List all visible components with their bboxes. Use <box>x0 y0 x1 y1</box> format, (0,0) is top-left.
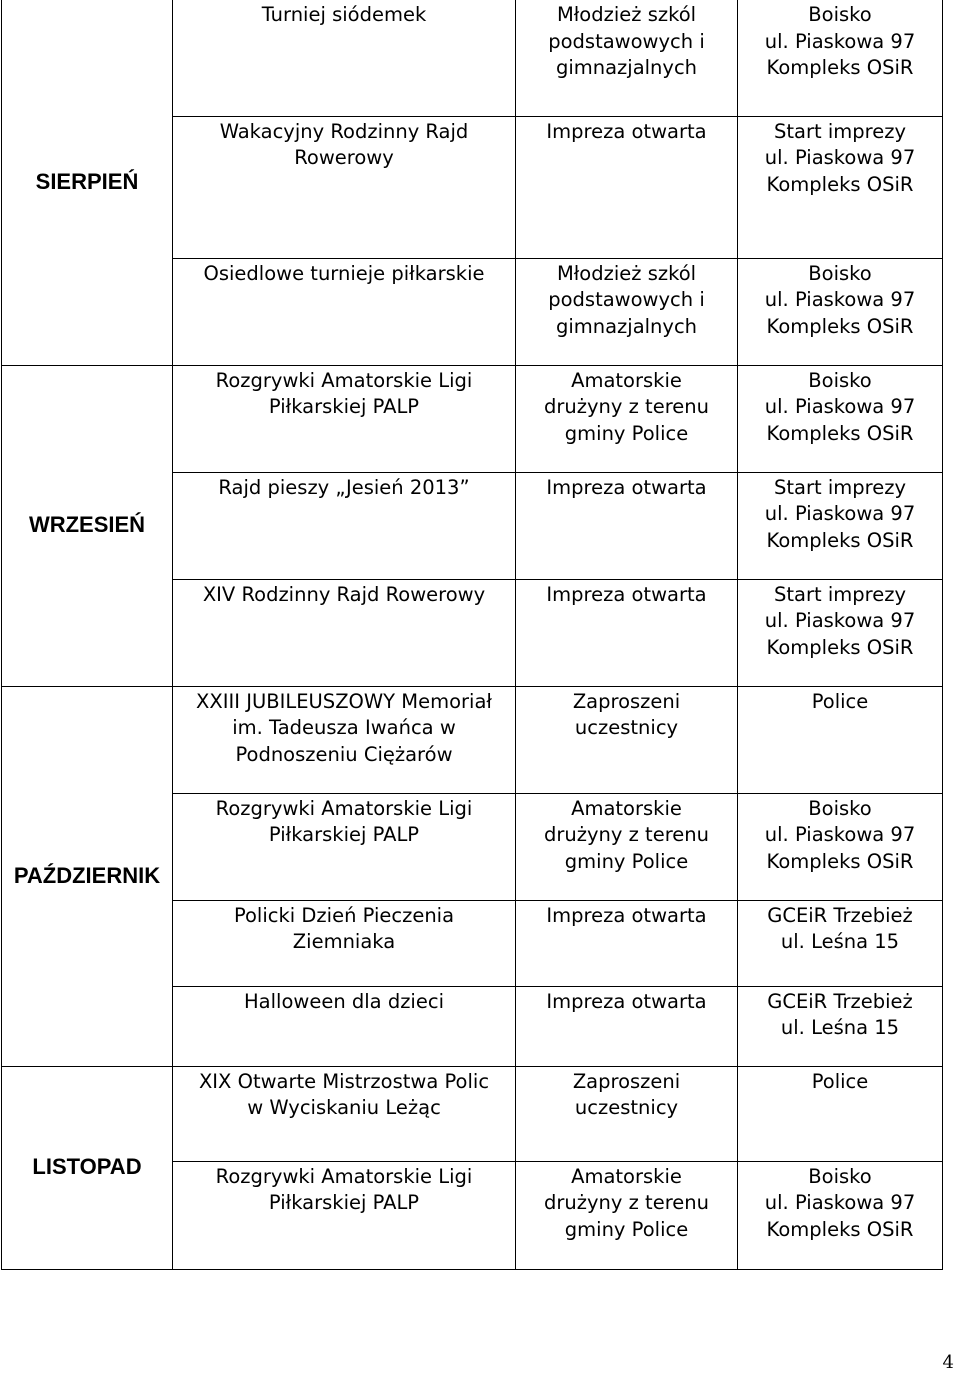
place-cell: GCEiR Trzebież ul. Leśna 15 <box>738 900 943 986</box>
place-cell: GCEiR Trzebież ul. Leśna 15 <box>738 986 943 1066</box>
month-label: WRZESIEŃ <box>28 512 146 538</box>
place-cell: Start imprezy ul. Piaskowa 97 Kompleks OSiR <box>738 579 943 686</box>
participants-cell: Młodzież szkól podstawowych i gimnazjalnych <box>516 0 738 116</box>
table-row <box>2 365 943 472</box>
place-cell: Boisko ul. Piaskowa 97 Kompleks OSiR <box>738 0 943 116</box>
event-cell: XIX Otwarte Mistrzostwa Polic w Wyciskaniu Leżąc <box>173 1066 516 1161</box>
participants-cell: Amatorskie drużyny z terenu gminy Police <box>516 793 738 900</box>
participants-cell: Impreza otwarta <box>516 579 738 686</box>
participants-cell: Amatorskie drużyny z terenu gminy Police <box>516 365 738 472</box>
table-row <box>2 0 943 116</box>
event-cell: Osiedlowe turnieje piłkarskie <box>173 258 516 365</box>
event-cell: XXIII JUBILEUSZOWY Memoriał im. Tadeusza Iwańca w Podnoszeniu Ciężarów <box>173 686 516 793</box>
event-cell: Halloween dla dzieci <box>173 986 516 1066</box>
place-cell: Boisko ul. Piaskowa 97 Kompleks OSiR <box>738 793 943 900</box>
table-row <box>2 1066 943 1161</box>
event-cell: Turniej siódemek <box>173 0 516 116</box>
participants-cell: Zaproszeni uczestnicy <box>516 686 738 793</box>
place-cell: Boisko ul. Piaskowa 97 Kompleks OSiR <box>738 1161 943 1269</box>
month-label: PAŹDZIERNIK <box>13 862 161 888</box>
place-cell: Start imprezy ul. Piaskowa 97 Kompleks OSiR <box>738 116 943 258</box>
event-cell: Wakacyjny Rodzinny Rajd Rowerowy <box>173 116 516 258</box>
month-label: LISTOPAD <box>32 1154 142 1180</box>
month-cell <box>2 365 173 686</box>
participants-cell: Impreza otwarta <box>516 472 738 579</box>
month-label: SIERPIEŃ <box>35 169 139 194</box>
place-cell: Police <box>738 1066 943 1161</box>
place-cell: Start imprezy ul. Piaskowa 97 Kompleks OSiR <box>738 472 943 579</box>
event-cell: XIV Rodzinny Rajd Rowerowy <box>173 579 516 686</box>
place-cell: Police <box>738 686 943 793</box>
event-cell: Rozgrywki Amatorskie Ligi Piłkarskiej PALP <box>173 365 516 472</box>
participants-cell: Amatorskie drużyny z terenu gminy Police <box>516 1161 738 1269</box>
participants-cell: Impreza otwarta <box>516 900 738 986</box>
participants-cell: Impreza otwarta <box>516 116 738 258</box>
participants-cell: Impreza otwarta <box>516 986 738 1066</box>
table-row <box>2 686 943 793</box>
event-cell: Policki Dzień Pieczenia Ziemniaka <box>173 900 516 986</box>
month-cell <box>2 686 173 1066</box>
month-cell <box>2 1066 173 1269</box>
month-cell <box>2 0 173 365</box>
event-cell: Rozgrywki Amatorskie Ligi Piłkarskiej PALP <box>173 1161 516 1269</box>
event-cell: Rozgrywki Amatorskie Ligi Piłkarskiej PALP <box>173 793 516 900</box>
participants-cell: Zaproszeni uczestnicy <box>516 1066 738 1161</box>
event-cell: Rajd pieszy „Jesień 2013” <box>173 472 516 579</box>
events-table <box>1 0 943 1270</box>
place-cell: Boisko ul. Piaskowa 97 Kompleks OSiR <box>738 365 943 472</box>
participants-cell: Młodzież szkól podstawowych i gimnazjalnych <box>516 258 738 365</box>
page-number: 4 <box>942 1352 954 1373</box>
place-cell: Boisko ul. Piaskowa 97 Kompleks OSiR <box>738 258 943 365</box>
